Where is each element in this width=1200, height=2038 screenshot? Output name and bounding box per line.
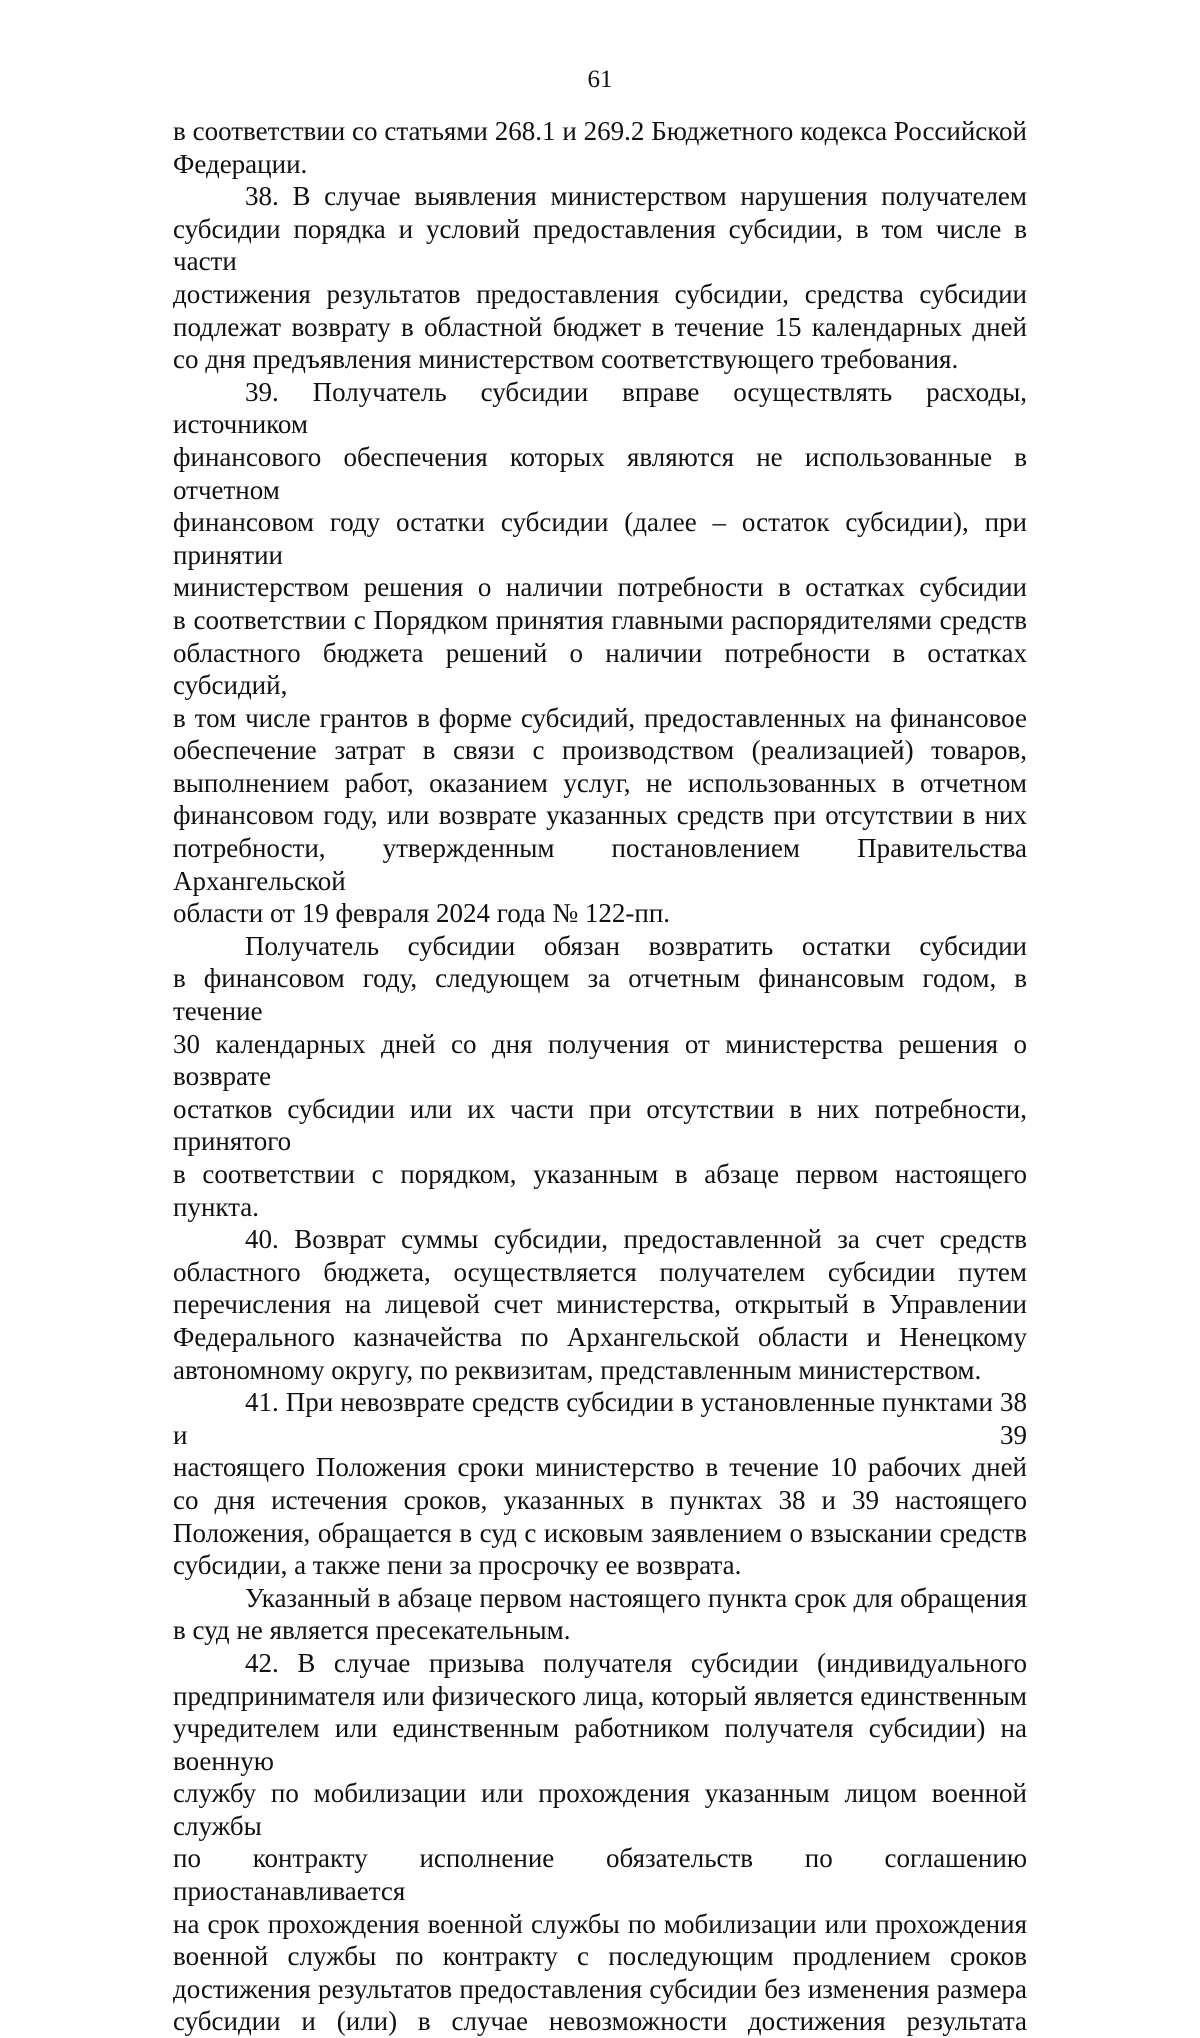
text-line: в соответствии со статьями 268.1 и 269.2 Бюджетного кодекса Российской [173, 116, 1027, 146]
text-line: субсидии порядка и условий предоставления субсидии, в том числе в части [173, 213, 1027, 277]
text-line: областного бюджета решений о наличии потребности в остатках субсидий, [173, 637, 1027, 701]
text-line: финансовом году остатки субсидии (далее – остаток субсидии), при принятии [173, 507, 1027, 570]
text-line: достижения результатов предоставления субсидии, средства субсидии [173, 278, 1027, 309]
text-line: Получатель субсидии обязан возвратить остатки субсидии [245, 930, 1027, 961]
text-line: на срок прохождения военной службы по мобилизации или прохождения [173, 1908, 1027, 1939]
text-line: службу по мобилизации или прохождения указанным лицом военной службы [173, 1778, 1027, 1841]
text-line: настоящего Положения сроки министерство в течение 10 рабочих дней [173, 1452, 1027, 1483]
text-line: в финансовом году, следующем за отчетным финансовым годом, в течение [173, 963, 1027, 1027]
text-line: Федерации. [173, 148, 308, 179]
text-line: области от 19 февраля 2024 года № 122-пп. [173, 898, 671, 929]
text-line: в соответствии с Порядком принятия главными распорядителями средств [173, 604, 1027, 635]
text-line: обеспечение затрат в связи с производством (реализацией) товаров, [173, 735, 1027, 766]
text-line: 42. В случае призыва получателя субсидии (индивидуального [245, 1647, 1027, 1678]
text-line: потребности, утвержденным постановлением Правительства Архангельской [173, 833, 1027, 896]
text-line: подлежат возврату в областной бюджет в течение 15 календарных дней [173, 311, 1027, 342]
text-line: со дня истечения сроков, указанных в пунктах 38 и 39 настоящего [173, 1484, 1027, 1515]
text-line: 41. При невозврате средств субсидии в установленные пунктами 38 и 39 [173, 1387, 1027, 1450]
text-line: учредителем или единственным работником получателя субсидии) на военную [173, 1713, 1027, 1776]
document-body [173, 115, 1027, 2038]
text-line: предпринимателя или физического лица, который является единственным [173, 1680, 1027, 1711]
text-line: в соответствии с порядком, указанным в абзаце первом настоящего пункта. [173, 1159, 1027, 1222]
text-line: по контракту исполнение обязательств по соглашению приостанавливается [173, 1843, 1027, 1907]
text-line: субсидии, а также пени за просрочку ее возврата. [173, 1550, 742, 1581]
text-line: 30 календарных дней со дня получения от министерства решения о возврате [173, 1028, 1027, 1092]
text-line: 40. Возврат суммы субсидии, предоставленной за счет средств [245, 1224, 1027, 1255]
text-line: областного бюджета, осуществляется получателем субсидии путем [173, 1256, 1027, 1287]
text-line: 39. Получатель субсидии вправе осуществлять расходы, источником [173, 376, 1027, 440]
text-line: перечисления на лицевой счет министерства, открытый в Управлении [173, 1289, 1027, 1320]
text-line: со дня предъявления министерством соответствующего требования. [173, 344, 959, 375]
text-line: автономному округу, по реквизитам, представленным министерством. [173, 1354, 982, 1385]
text-line: Указанный в абзаце первом настоящего пункта срок для обращения [245, 1582, 1027, 1613]
text-line: выполнением работ, оказанием услуг, не использованных в отчетном [173, 767, 1027, 798]
text-line: в суд не является пресекательным. [173, 1615, 571, 1646]
text-line: остатков субсидии или их части при отсутствии в них потребности, принятого [173, 1093, 1027, 1157]
page-number: 61 [587, 66, 613, 93]
text-line: 38. В случае выявления министерством нарушения получателем [245, 181, 1027, 212]
text-line: Федерального казначейства по Архангельской области и Ненецкому [173, 1321, 1027, 1352]
text-line: достижения результатов предоставления субсидии без изменения размера [173, 1973, 1027, 2004]
text-line: в том числе грантов в форме субсидий, предоставленных на финансовое [173, 702, 1027, 733]
text-line: военной службы по контракту с последующим продлением сроков [173, 1941, 1027, 1972]
text-line: субсидии и (или) в случае невозможности достижения результата [173, 2006, 1027, 2037]
text-line: Положения, обращается в суд с исковым заявлением о взыскании средств [173, 1517, 1027, 1548]
text-line: министерством решения о наличии потребности в остатках субсидии [173, 572, 1027, 603]
text-line: финансового обеспечения которых являются не использованные в отчетном [173, 441, 1027, 505]
text-line: финансовом году, или возврате указанных средств при отсутствии в них [173, 800, 1027, 831]
